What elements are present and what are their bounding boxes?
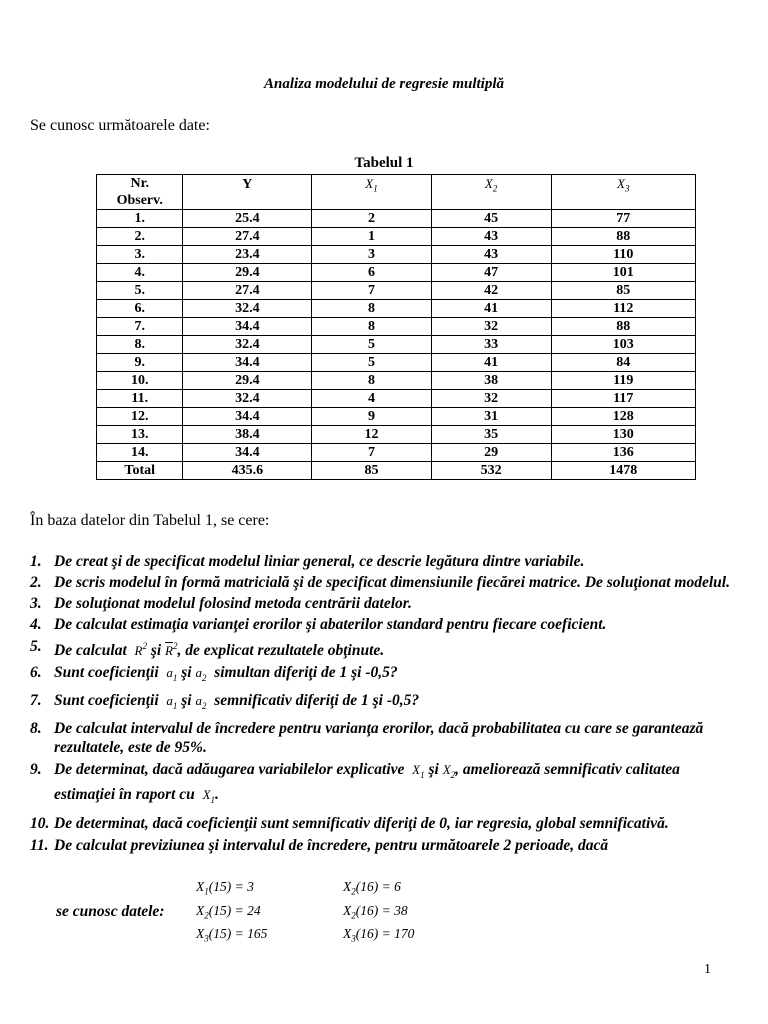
task-item-2 [30,573,740,592]
eq-rest: (16) = 6 [355,879,401,894]
intro-text: Se cunosc următoarele date: [30,117,210,134]
task-number: 6. [30,664,42,682]
task-item-11 [30,836,740,855]
task-text: . [215,786,219,804]
task-text: Sunt coeficienţii [54,664,159,682]
header-y-label: Y [242,177,253,192]
task-text: De determinat, dacă coeficienţii sunt semnificativ diferiţi de 0, iar regresia, global semnificativă. [54,814,669,832]
table-cell: 32 [431,390,551,408]
table-cell: 8 [312,318,432,336]
given-x2-16b [343,903,408,921]
table-row [97,390,696,408]
task-item-5 [30,637,740,660]
eq-sub: 1 [204,886,209,897]
task-text: şi [428,761,439,779]
table-cell: 5 [312,354,432,372]
var-x1-symbol: X [202,787,211,803]
table-cell: 42 [431,282,551,300]
coef-a1-symbol: a [166,693,173,709]
table-cell: 1 [312,228,432,246]
table-cell: 47 [431,264,551,282]
header-x3 [551,175,696,210]
r-bar-squared-symbol: $\overline{R}$ [165,643,173,659]
task-text: De calculat intervalul de încredere pentru varianţa erorilor, dacă probabilitatea cu care se garantează rezultatele, este de 95%. [54,720,704,757]
task-text: semnificativ diferiţi de 1 şi -0,5? [214,692,420,710]
task-text: De calculat estimaţia varianţei erorilor şi abaterilor standard pentru fiecare coeficient. [54,616,607,633]
table-cell: 103 [551,336,696,354]
eq-var: X [196,879,205,894]
table-row [97,264,696,282]
table-cell: 8 [312,372,432,390]
table-cell: 101 [551,264,696,282]
task-number: 4. [30,616,42,633]
table-cell: 41 [431,300,551,318]
task-text: şi [150,642,162,660]
table-cell: 35 [431,426,551,444]
table-cell: 34.4 [183,408,312,426]
given-x2-16a [343,879,401,897]
given-x2-15 [196,903,261,921]
table-row [97,318,696,336]
table-cell: 29 [431,444,551,462]
task-text: , de explicat rezultatele obţinute. [177,642,385,660]
eq-rest: (15) = 165 [208,926,268,941]
eq-var: X [343,879,352,894]
header-y [183,175,312,210]
coef-a2-symbol: a [195,665,202,681]
header-nr-line2: Observ. [116,193,163,208]
eq-sub: 3 [204,933,209,944]
table-cell: 3. [97,246,183,264]
table-cell: 38.4 [183,426,312,444]
table-cell: 34.4 [183,318,312,336]
eq-var: X [196,903,205,918]
table-cell: 84 [551,354,696,372]
table-cell: 32.4 [183,336,312,354]
table-cell: 128 [551,408,696,426]
table-header-row [97,175,696,210]
table-cell: 14. [97,444,183,462]
header-nr-line1: Nr. [130,176,149,191]
table-cell: 12. [97,408,183,426]
table-cell: 38 [431,372,551,390]
task-item-1 [30,552,740,571]
table-cell: 32.4 [183,300,312,318]
coef-a2-sub: 2 [201,701,207,712]
eq-var: X [343,903,352,918]
table-row [97,228,696,246]
task-text: Sunt coeficienţii [54,692,159,710]
task-text: , ameliorează semnificativ calitatea estimaţiei în raport cu [54,761,680,804]
table-row [97,246,696,264]
table-cell: 10. [97,372,183,390]
table-cell: 12 [312,426,432,444]
requirement-text: În baza datelor din Tabelul 1, se cere: [30,512,270,529]
table-cell: 29.4 [183,372,312,390]
task-number: 1. [30,553,42,570]
coef-a2-sub: 2 [201,673,207,684]
table-row [97,336,696,354]
eq-sub: 2 [204,910,209,921]
given-data-block [56,876,556,946]
table-cell: 32.4 [183,390,312,408]
table-cell: 25.4 [183,210,312,228]
task-item-9 [30,760,740,810]
given-x3-16 [343,926,414,944]
header-nr [97,175,183,210]
total-cell: 85 [312,462,432,480]
table-row [97,372,696,390]
data-table [96,174,696,480]
table-row [97,408,696,426]
table-cell: 119 [551,372,696,390]
table-cell: 110 [551,246,696,264]
var-x2-symbol: X [442,762,451,778]
table-cell: 27.4 [183,282,312,300]
table-cell: 8 [312,300,432,318]
eq-sub: 3 [351,933,356,944]
task-text: simultan diferiţi de 1 şi -0,5? [214,664,398,682]
var-x2-sub: 2 [450,770,456,781]
table-cell: 9 [312,408,432,426]
var-x1-symbol: X [412,762,421,778]
header-x1-label: X [365,176,374,191]
eq-rest: (16) = 38 [355,903,408,918]
table-cell: 117 [551,390,696,408]
r-squared-symbol: R [134,643,143,659]
given-x3-15 [196,926,267,944]
task-item-4 [30,615,740,634]
table-cell: 11. [97,390,183,408]
table-cell: 33 [431,336,551,354]
eq-rest: (16) = 170 [355,926,415,941]
task-text: şi [181,664,192,682]
coef-a1-sub: 1 [172,701,178,712]
task-number: 9. [30,761,42,779]
task-number: 7. [30,692,42,710]
header-x1 [312,175,432,210]
task-text: De creat şi de specificat modelul liniar general, ce descrie legătura dintre variabile. [54,553,585,570]
header-x3-sub: 3 [624,183,630,194]
total-cell: 1478 [551,462,696,480]
header-x3-label: X [617,176,625,191]
table-row [97,354,696,372]
given-label: se cunosc datele: [56,903,165,920]
table-cell: 136 [551,444,696,462]
table-cell: 2. [97,228,183,246]
total-cell: 532 [431,462,551,480]
header-x2-label: X [484,176,493,191]
table-cell: 4. [97,264,183,282]
table-row [97,282,696,300]
eq-rest: (15) = 24 [208,903,261,918]
table-cell: 6 [312,264,432,282]
table-cell: 130 [551,426,696,444]
table-cell: 29.4 [183,264,312,282]
eq-var: X [343,926,352,941]
task-number: 5. [30,638,42,655]
table-cell: 43 [431,246,551,264]
table-row [97,210,696,228]
table-cell: 31 [431,408,551,426]
page-number: 1 [704,962,711,977]
task-item-10 [30,814,740,833]
table-caption: Tabelul 1 [354,155,414,171]
page-title: Analiza modelului de regresie multiplă [263,76,505,92]
table-cell: 85 [551,282,696,300]
coef-a1-sub: 1 [172,673,178,684]
table-row [97,300,696,318]
given-x1-15 [196,879,254,897]
task-text: De soluţionat modelul folosind metoda centrării datelor. [54,595,412,612]
task-list [30,552,740,857]
task-number: 10. [30,814,50,832]
table-cell: 4 [312,390,432,408]
eq-sub: 2 [351,910,356,921]
task-item-6 [30,663,740,688]
table-cell: 88 [551,318,696,336]
coef-a2-symbol: a [195,693,202,709]
total-cell: Total [97,462,183,480]
table-cell: 32 [431,318,551,336]
eq-rest: (15) = 3 [208,879,254,894]
header-x2 [431,175,551,210]
table-cell: 7 [312,282,432,300]
table-row [97,444,696,462]
table-cell: 43 [431,228,551,246]
table-cell: 6. [97,300,183,318]
table-cell: 13. [97,426,183,444]
r-bar-squared-sup: 2 [173,641,178,651]
header-x1-sub: 1 [373,183,378,194]
task-item-3 [30,594,740,613]
task-number: 2. [30,574,42,591]
table-cell: 7. [97,318,183,336]
table-cell: 41 [431,354,551,372]
coef-a1-symbol: a [166,665,173,681]
table-cell: 1. [97,210,183,228]
task-text: şi [181,692,192,710]
var-x1-sub: 1 [420,770,425,781]
table-cell: 23.4 [183,246,312,264]
table-cell: 34.4 [183,444,312,462]
task-number: 3. [30,595,42,612]
header-x2-sub: 2 [492,183,498,194]
table-cell: 27.4 [183,228,312,246]
table-cell: 7 [312,444,432,462]
task-text: De calculat previziunea şi intervalul de încredere, pentru următoarele 2 perioade, dacă [54,836,609,854]
table-total-row [97,462,696,480]
task-item-8 [30,719,740,757]
task-text: De determinat, dacă adăugarea variabilelor explicative [54,761,405,779]
table-cell: 9. [97,354,183,372]
task-text: De calculat [54,642,127,660]
table-row [97,426,696,444]
task-number: 8. [30,720,42,738]
task-number: 11. [30,836,49,854]
table-cell: 8. [97,336,183,354]
table-cell: 34.4 [183,354,312,372]
table-cell: 88 [551,228,696,246]
table-cell: 2 [312,210,432,228]
eq-var: X [196,926,205,941]
eq-sub: 2 [351,886,356,897]
table-cell: 77 [551,210,696,228]
r-squared-sup: 2 [142,641,147,651]
table-cell: 5. [97,282,183,300]
var-x1-sub: 1 [210,795,216,806]
table-cell: 5 [312,336,432,354]
task-item-7 [30,691,740,716]
table-cell: 45 [431,210,551,228]
table-cell: 3 [312,246,432,264]
total-cell: 435.6 [183,462,312,480]
table-cell: 112 [551,300,696,318]
task-text: De scris modelul în formă matricială şi de specificat dimensiunile fiecărei matrice. De soluţionat modelul. [54,574,730,591]
